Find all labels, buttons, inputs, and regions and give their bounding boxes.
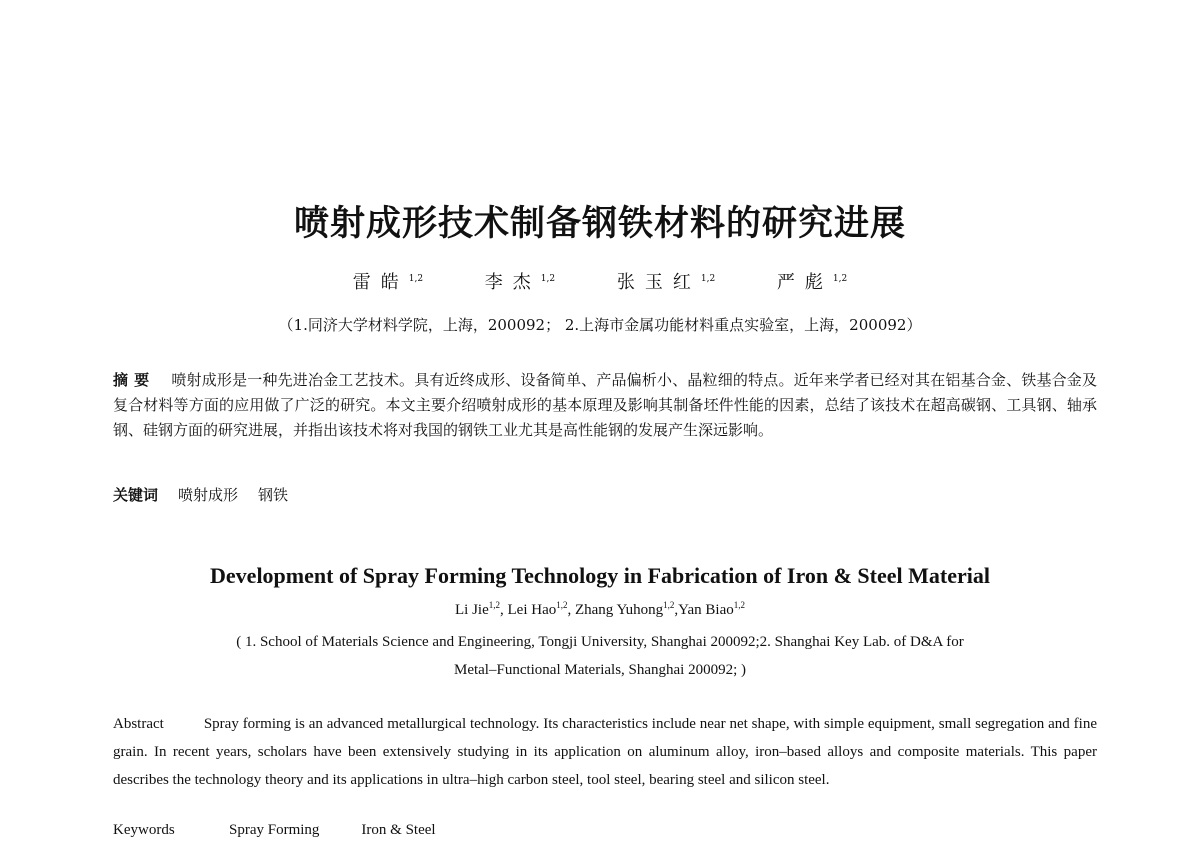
chinese-affiliation: （1.同济大学材料学院，上海，200092； 2.上海市金属功能材料重点实验室，上海，200092） [278, 316, 922, 334]
chinese-abstract-label: 摘要 [113, 371, 156, 389]
chinese-author [353, 268, 423, 294]
chinese-abstract-text: 喷射成形是一种先进冶金工艺技术。具有近终成形、设备简单、产品偏析小、晶粒细的特点。近年来学者已经对其在铝基合金、铁基合金及复合材料等方面的应用做了广泛的研究。本文主要介绍喷射成形的基本原理及影响其制备坯件性能的因素，总结了该技术在超高碳钢、工具钢、轴承钢、硅钢方面的研究进展，并指出该技术将对我国的钢铁工业尤其是高性能钢的发展产生深远影响。 [113, 371, 1097, 439]
english-authors [0, 600, 1200, 619]
english-author-affil: 1,2 [488, 600, 500, 610]
chinese-author [777, 268, 847, 294]
chinese-author-affil: 1,2 [700, 274, 716, 284]
english-author-affil: 1,2 [733, 600, 745, 610]
chinese-author [485, 268, 555, 294]
english-author-sep: , [500, 602, 508, 618]
english-title: Development of Spray Forming Technology in Fabrication of Iron & Steel Material [210, 563, 990, 588]
chinese-keywords-label: 关键词 [113, 486, 159, 504]
chinese-abstract [113, 368, 1097, 443]
english-affiliation-line: ( 1. School of Materials Science and Engineering, Tongji University, Shanghai 200092;2. Shanghai Key Lab. of D&A for [236, 634, 964, 650]
english-keyword: Spray Forming [229, 822, 320, 838]
chinese-author-affil: 1,2 [832, 274, 848, 284]
chinese-author-affil: 1,2 [408, 274, 424, 284]
chinese-keyword: 钢铁 [258, 486, 289, 504]
english-author-name: Lei Hao [507, 602, 557, 618]
english-author-sep: , [674, 602, 679, 618]
english-keywords-label: Keywords [113, 822, 175, 838]
english-abstract [113, 710, 1097, 794]
english-author-name: Zhang Yuhong [574, 602, 664, 618]
english-affiliation-line: Metal–Functional Materials, Shanghai 200092; ) [453, 662, 747, 678]
english-author-sep: , [567, 602, 575, 618]
english-keyword: Iron & Steel [361, 822, 436, 838]
english-affiliation [0, 628, 1200, 684]
chinese-title: 喷射成形技术制备钢铁材料的研究进展 [293, 204, 906, 244]
chinese-author-name: 张玉红 [616, 272, 701, 293]
english-author-affil: 1,2 [663, 600, 675, 610]
english-author-name: Yan Biao [678, 602, 734, 618]
chinese-author-name: 李杰 [484, 272, 541, 293]
english-keywords [113, 822, 478, 839]
english-author-name: Li Jie [455, 602, 489, 618]
english-abstract-text: Spray forming is an advanced metallurgical technology. Its characteristics include near net shape, with simple equipment, small segregation and fine grain. In recent years, scholars have been extensively studying in its application on aluminum alloy, iron–based alloys and composite materials. This paper describes the technology theory and its applications in ultra–high carbon steel, tool steel, bearing steel and silicon steel. [113, 716, 1097, 788]
chinese-keyword: 喷射成形 [178, 486, 239, 504]
chinese-authors [0, 268, 1200, 294]
chinese-author [617, 268, 715, 294]
chinese-author-affil: 1,2 [540, 274, 556, 284]
english-author-affil: 1,2 [556, 600, 568, 610]
english-abstract-label: Abstract [113, 716, 164, 732]
chinese-author-name: 严彪 [776, 272, 833, 293]
chinese-keywords [113, 484, 308, 505]
chinese-author-name: 雷皓 [352, 272, 409, 293]
